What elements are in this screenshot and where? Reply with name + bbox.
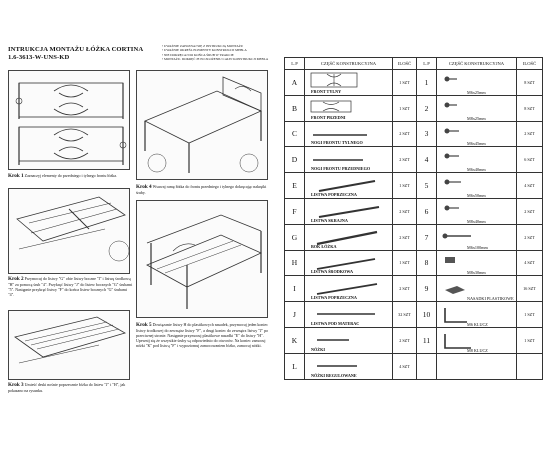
hardware-number: 9 — [417, 276, 437, 302]
part-qty: 1 SZT — [393, 70, 417, 96]
part-letter: L — [285, 353, 305, 379]
hardware-qty: 4 SZT — [517, 173, 543, 199]
part-drawing-cell — [305, 95, 393, 121]
hardware-qty: 1 SZT — [517, 327, 543, 353]
hardware-number: 3 — [417, 121, 437, 147]
hardware-qty: 4 SZT — [517, 250, 543, 276]
table-row — [285, 121, 543, 147]
header-qty: ILOŚĆ — [517, 58, 543, 70]
part-qty: 32 SZT — [393, 302, 417, 328]
table-header-row — [285, 58, 543, 70]
part-letter: B — [285, 95, 305, 121]
step-3-caption: Krok 3 Umieść deski nośnie poprzecznie łóżka do listew "J" i "H", jak pokazano na rysunku. — [8, 382, 126, 393]
part-drawing-cell — [305, 250, 393, 276]
part-name: LISTWA POPRZECZNA — [311, 295, 357, 301]
hardware-drawing-cell — [437, 147, 517, 173]
part-drawing-cell — [305, 173, 393, 199]
part-qty: 2 SZT — [393, 276, 417, 302]
part-qty: 2 SZT — [393, 147, 417, 173]
hardware-number: 4 — [417, 147, 437, 173]
instruction-page — [4, 40, 272, 416]
table-row — [285, 353, 543, 379]
part-drawing-cell — [305, 121, 393, 147]
table-row — [285, 276, 543, 302]
part-drawing-cell — [305, 276, 393, 302]
hardware-drawing-cell — [437, 121, 517, 147]
part-drawing-cell — [305, 327, 393, 353]
table-row — [285, 147, 543, 173]
hardware-qty: 6 SZT — [517, 147, 543, 173]
step-4-illustration — [136, 70, 268, 180]
part-drawing-cell — [305, 147, 393, 173]
hardware-number: 8 — [417, 250, 437, 276]
part-letter: G — [285, 224, 305, 250]
header-lp: L.P — [417, 58, 437, 70]
header-lp: L.P — [285, 58, 305, 70]
parts-body — [285, 70, 543, 380]
hardware-name: M6x40mm — [467, 167, 486, 173]
part-letter: D — [285, 147, 305, 173]
part-name: BOK ŁÓŻKA — [311, 243, 337, 249]
hardware-number: 1 — [417, 70, 437, 96]
part-letter: J — [285, 302, 305, 328]
part-letter: C — [285, 121, 305, 147]
step-4-caption: Krok 4 Wsuwaj ramę łóżka do frontu przedniego i tylnego dokręcając nakrętki śruby. — [136, 184, 267, 195]
header-qty: ILOŚĆ — [393, 58, 417, 70]
hardware-drawing-cell — [437, 302, 517, 328]
part-letter: K — [285, 327, 305, 353]
hardware-number: 6 — [417, 198, 437, 224]
part-name: LISTWA ŚRODKOWA — [311, 269, 354, 275]
part-letter: H — [285, 250, 305, 276]
part-name: LISTWA POPRZECZNA — [311, 191, 357, 197]
hardware-drawing-cell — [437, 224, 517, 250]
hardware-name: NASADKI PLASTIKOWE — [467, 296, 514, 302]
hardware-number: 2 — [417, 95, 437, 121]
hardware-qty: 8 SZT — [517, 95, 543, 121]
step-1-caption: Krok 1 Zaznaczyj elementy do przedniego i tylnego frontu łóżka. — [8, 173, 118, 179]
hardware-drawing-cell — [437, 173, 517, 199]
hardware-number: 5 — [417, 173, 437, 199]
part-qty: 2 SZT — [393, 224, 417, 250]
hardware-drawing-cell — [437, 327, 517, 353]
part-letter: A — [285, 70, 305, 96]
part-name: NOGI FRONTU PRZEDNIEGO — [311, 166, 371, 172]
table-row — [285, 327, 543, 353]
step-5-caption: Krok 5 Dowiązanie listwy H do plastikowych nasadek, przymocuj jeden koniec listwy środkowej do zewnątrz listwy "F", a drugi koniec do zewnątrz listwy "J" po przeciwnej stronie. Następnie przymocuj plastikowe nasadki "E" do listwy "H". Upewnij się że wszystkie śruby są odpowiednio do otworów. Na koniec zamocuj nóżki "K" pod listwą "F" i wypoziomuj zamocowaniem łóżko, zamocuj nóżki. — [136, 322, 269, 348]
hardware-drawing-cell — [437, 276, 517, 302]
part-name: LISTWA POD MATERAC — [311, 320, 360, 326]
part-name: LISTWA SKRAJNA — [311, 217, 348, 223]
step-3-illustration — [8, 310, 130, 380]
part-qty: 2 SZT — [393, 327, 417, 353]
hardware-qty: 2 SZT — [517, 121, 543, 147]
step-5-illustration — [136, 200, 268, 318]
hardware-drawing-cell — [437, 198, 517, 224]
header-part: CZĘŚĆ KONSTRUKCYJNA — [305, 58, 393, 70]
part-qty: 4 SZT — [393, 353, 417, 379]
part-drawing-cell — [305, 353, 393, 379]
hardware-drawing-cell — [437, 95, 517, 121]
part-qty: 1 SZT — [393, 173, 417, 199]
step-1-illustration — [8, 70, 130, 170]
hardware-number: 11 — [417, 327, 437, 353]
hardware-qty: 2 SZT — [517, 198, 543, 224]
hardware-qty: 1 SZT — [517, 302, 543, 328]
hardware-number: 10 — [417, 302, 437, 328]
part-name: NOGI FRONTU TYLNEGO — [311, 140, 363, 146]
hardware-number: 7 — [417, 224, 437, 250]
part-name: FRONT TYLNY — [311, 88, 342, 94]
hardware-drawing-cell — [437, 250, 517, 276]
hardware-name: M6 KLUCZ — [467, 321, 488, 327]
hardware-qty: 2 SZT — [517, 224, 543, 250]
hardware-qty: 8 SZT — [517, 70, 543, 96]
hardware-name: M6x25mm — [467, 89, 486, 95]
part-drawing-cell — [305, 224, 393, 250]
part-drawing-cell — [305, 198, 393, 224]
table-row — [285, 302, 543, 328]
hardware-name: M6x50mm — [467, 192, 486, 198]
header-part: CZĘŚĆ KONSTRUKCYJNA — [437, 58, 517, 70]
hardware-name: M8 KLUCZ — [467, 347, 488, 353]
hardware-name: M6x100mm — [467, 244, 488, 250]
hardware-qty: 16 SZT — [517, 276, 543, 302]
part-qty: 2 SZT — [393, 121, 417, 147]
part-letter: F — [285, 198, 305, 224]
hardware-name: M8x30mm — [467, 270, 486, 276]
part-drawing-cell — [305, 70, 393, 96]
hardware-name: M8x25mm — [467, 115, 486, 121]
part-qty: 2 SZT — [393, 198, 417, 224]
table-row — [285, 198, 543, 224]
step-2-illustration — [8, 188, 130, 274]
warning-list: • UWAŻNIE ZAPOZNAJ SIĘ Z INSTRUKCJĄ MONTAŻU • UWAŻNIE OKREŚL ELEMENTY KONSTRUKCJI MEBLA • NIE DOKRĘCAJ DO KOŃCA ŚRUB W TRAKCIE • MONTAŻU. DOKRĘĆ JE PO ZŁOŻENIU CAŁEJ KONSTRUKCJI MEBLA — [162, 44, 269, 62]
table-row — [285, 250, 543, 276]
part-qty: 1 SZT — [393, 95, 417, 121]
part-name: NÓŻKI REGULOWANE — [311, 372, 357, 378]
table-row — [285, 95, 543, 121]
part-letter: E — [285, 173, 305, 199]
table-row — [285, 224, 543, 250]
hardware-name: M8x40mm — [467, 218, 486, 224]
hardware-name: M6x45mm — [467, 141, 486, 147]
hardware-drawing-cell — [437, 70, 517, 96]
parts-table — [284, 57, 543, 380]
part-name: NÓŻKI — [311, 346, 325, 352]
table-row — [285, 173, 543, 199]
document-title: INTRUKCJA MONTAŻU ŁÓŻKA CORTINA 1.6-3613-W-UNS-KD — [8, 46, 144, 61]
table-row — [285, 70, 543, 96]
part-name: FRONT PRZEDNI — [311, 114, 346, 120]
part-drawing-cell — [305, 302, 393, 328]
step-2-caption: Krok 2 Przymocuj do listwy "G" obie listwy boczne "I" i listwę środkową "H" za pomocą śrub "4". Przykręć listwy "J" do listew bocznych "G" śrubami "5". Następnie przykręć listwy "F" do końca listew bocznych "G" śrubami "4". — [8, 276, 133, 297]
part-qty: 1 SZT — [393, 250, 417, 276]
part-letter: I — [285, 276, 305, 302]
